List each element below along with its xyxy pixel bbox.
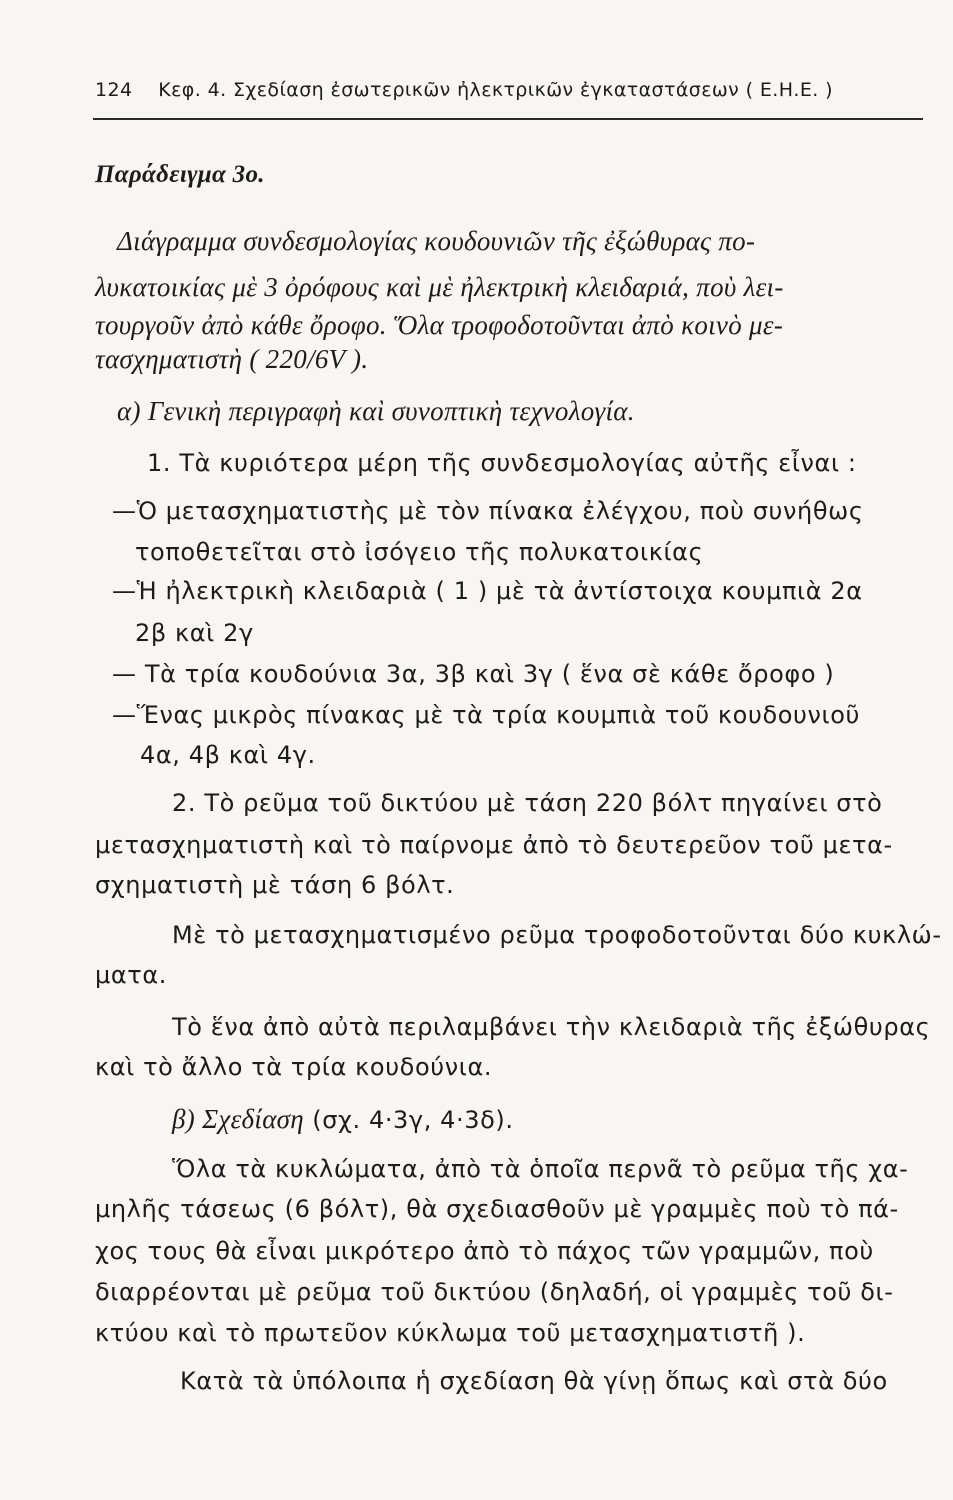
body-line-11: —Ἕνας μικρὸς πίνακας μὲ τὰ τρία κουμπιὰ τοῦ κουδουνιοῦ: [112, 701, 860, 729]
body-line-22: Ὅλα τὰ κυκλώματα, ἀπὸ τὰ ὁποῖα περνᾶ τὸ ρεῦμα τῆς χα-: [172, 1155, 909, 1183]
body-line-14: μετασχηματιστὴ καὶ τὸ παίρνομε ἀπὸ τὸ δευτερεῦον τοῦ μετα-: [95, 831, 893, 859]
section-heading: Παράδειγμα 3ο.: [95, 161, 265, 188]
body-line-5: 1. Τὰ κυριότερα μέρη τῆς συνδεσμολογίας αὐτῆς εἶναι :: [147, 449, 857, 477]
subheading-b-title: β) Σχεδίαση: [172, 1104, 304, 1134]
running-title: Κεφ. 4. Σχεδίαση ἐσωτερικῶν ἠλεκτρικῶν ἐγκαταστάσεων ( Ε.Η.Ε. ): [158, 79, 833, 101]
intro-line-1: Διάγραμμα συνδεσμολογίας κουδουνιῶν τῆς ἐξώθυρας πο-: [117, 226, 756, 256]
body-line-19: καὶ τὸ ἄλλο τὰ τρία κουδούνια.: [95, 1053, 493, 1081]
body-line-23: μηλῆς τάσεως (6 βόλτ), θὰ σχεδιασθοῦν μὲ γραμμὲς ποὺ τὸ πά-: [95, 1195, 899, 1223]
subheading-a: α) Γενικὴ περιγραφὴ καὶ συνοπτικὴ τεχνολογία.: [117, 396, 635, 426]
body-line-25: διαρρέονται μὲ ρεῦμα τοῦ δικτύου (δηλαδή, οἱ γραμμὲς τοῦ δι-: [95, 1278, 894, 1306]
intro-line-4: τασχηματιστὴ ( 220/6V ).: [95, 344, 369, 374]
body-line-10: — Τὰ τρία κουδούνια 3α, 3β καὶ 3γ ( ἕνα σὲ κάθε ὄροφο ): [112, 660, 835, 688]
body-line-18: Τὸ ἕνα ἀπὸ αὐτὰ περιλαμβάνει τὴν κλειδαριὰ τῆς ἐξώθυρας: [172, 1013, 931, 1041]
body-line-26: κτύου καὶ τὸ πρωτεῦον κύκλωμα τοῦ μετασχηματιστῆ ).: [95, 1319, 806, 1347]
body-line-6: —Ὁ μετασχηματιστὴς μὲ τὸν πίνακα ἐλέγχου, ποὺ συνήθως: [112, 497, 864, 525]
body-line-12: 4α, 4β καὶ 4γ.: [140, 741, 316, 769]
header-rule: [93, 118, 923, 120]
intro-line-2: λυκατοικίας μὲ 3 ὀρόφους καὶ μὲ ἠλεκτρικὴ κλειδαριά, ποὺ λει-: [95, 272, 784, 302]
body-line-27: Κατὰ τὰ ὑπόλοιπα ἡ σχεδίαση θὰ γίνῃ ὅπως καὶ στὰ δύο: [180, 1367, 888, 1395]
body-line-17: ματα.: [95, 961, 167, 989]
body-line-15: σχηματιστὴ μὲ τάση 6 βόλτ.: [95, 871, 455, 899]
subheading-b: [172, 1104, 514, 1135]
body-line-9: 2β καὶ 2γ: [135, 619, 254, 647]
body-line-7: τοποθετεῖται στὸ ἰσόγειο τῆς πολυκατοικίας: [135, 538, 704, 566]
page-number: 124: [95, 79, 133, 101]
body-line-8: —Ἡ ἠλεκτρικὴ κλειδαριὰ ( 1 ) μὲ τὰ ἀντίστοιχα κουμπιὰ 2α: [112, 577, 863, 605]
body-line-13: 2. Τὸ ρεῦμα τοῦ δικτύου μὲ τάση 220 βόλτ πηγαίνει στὸ: [172, 789, 883, 817]
intro-line-3: τουργοῦν ἀπὸ κάθε ὄροφο. Ὅλα τροφοδοτοῦνται ἀπὸ κοινὸ με-: [95, 310, 784, 340]
body-line-16: Μὲ τὸ μετασχηματισμένο ρεῦμα τροφοδοτοῦνται δύο κυκλώ-: [172, 921, 942, 949]
subheading-b-ref: (σχ. 4·3γ, 4·3δ).: [312, 1106, 514, 1134]
body-line-24: χος τους θὰ εἶναι μικρότερο ἀπὸ τὸ πάχος τῶν γραμμῶν, ποὺ: [95, 1237, 874, 1265]
running-head: [95, 79, 833, 101]
